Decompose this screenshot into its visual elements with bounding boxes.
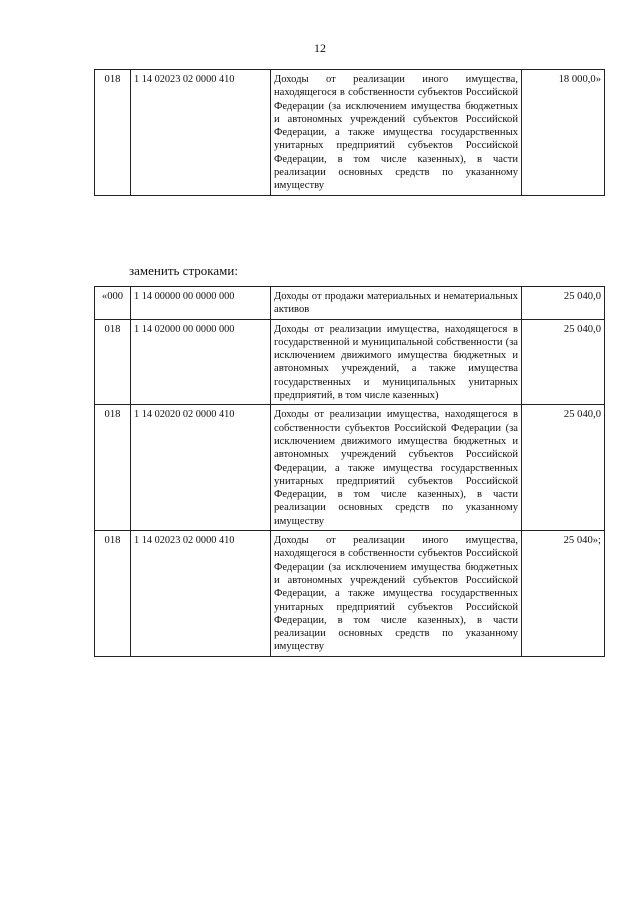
table-row: [95, 70, 605, 196]
amount-cell: 18 000,0»: [522, 70, 605, 196]
amount-cell: 25 040»;: [522, 531, 605, 657]
admin-code-cell: 018: [95, 319, 131, 405]
amount-cell: 25 040,0: [522, 319, 605, 405]
revenue-name-cell: Доходы от реализации имущества, находящегося в собственности субъектов Российской Федерации (за исключением движимого имущества бюджетных и автономных учреждений субъектов Российской Федерации, а также имущества государственных унитарных предприятий субъектов Российской Федерации, в том числе казенных), в части реализации основных средств по указанному имуществу: [271, 405, 522, 531]
admin-code-cell: 018: [95, 531, 131, 657]
old-rows-table: [94, 69, 605, 196]
revenue-name-cell: Доходы от реализации имущества, находящегося в государственной и муниципальной собственности (за исключением движимого имущества бюджетных и автономных учреждений, а также имущества государственных и муниципальных унитарных предприятий, в том числе казенных): [271, 319, 522, 405]
table-row: [95, 287, 605, 320]
revenue-name-cell: Доходы от реализации иного имущества, находящегося в собственности субъектов Российской Федерации (за исключением имущества бюджетных и автономных учреждений субъектов Российской Федерации, а также имущества государственных унитарных предприятий субъектов Российской Федерации, в том числе казенных), в части реализации основных средств по указанному имуществу: [271, 531, 522, 657]
revenue-name-cell: Доходы от продажи материальных и нематериальных активов: [271, 287, 522, 320]
amount-cell: 25 040,0: [522, 287, 605, 320]
table-row: [95, 531, 605, 657]
kbk-code-cell: 1 14 02020 02 0000 410: [131, 405, 271, 531]
admin-code-cell: «000: [95, 287, 131, 320]
replace-caption: заменить строками:: [129, 263, 238, 278]
admin-code-cell: 018: [95, 405, 131, 531]
kbk-code-cell: 1 14 02023 02 0000 410: [131, 531, 271, 657]
kbk-code-cell: 1 14 02000 00 0000 000: [131, 319, 271, 405]
new-rows-table: [94, 286, 605, 657]
amount-cell: 25 040,0: [522, 405, 605, 531]
table-row: [95, 405, 605, 531]
kbk-code-cell: 1 14 00000 00 0000 000: [131, 287, 271, 320]
revenue-name-cell: Доходы от реализации иного имущества, находящегося в собственности субъектов Российской Федерации (за исключением имущества бюджетных и автономных учреждений субъектов Российской Федерации, а также имущества государственных унитарных предприятий субъектов Российской Федерации, в том числе казенных), в части реализации основных средств по указанному имуществу: [271, 70, 522, 196]
page-number: 12: [314, 41, 326, 55]
kbk-code-cell: 1 14 02023 02 0000 410: [131, 70, 271, 196]
admin-code-cell: 018: [95, 70, 131, 196]
table-row: [95, 319, 605, 405]
